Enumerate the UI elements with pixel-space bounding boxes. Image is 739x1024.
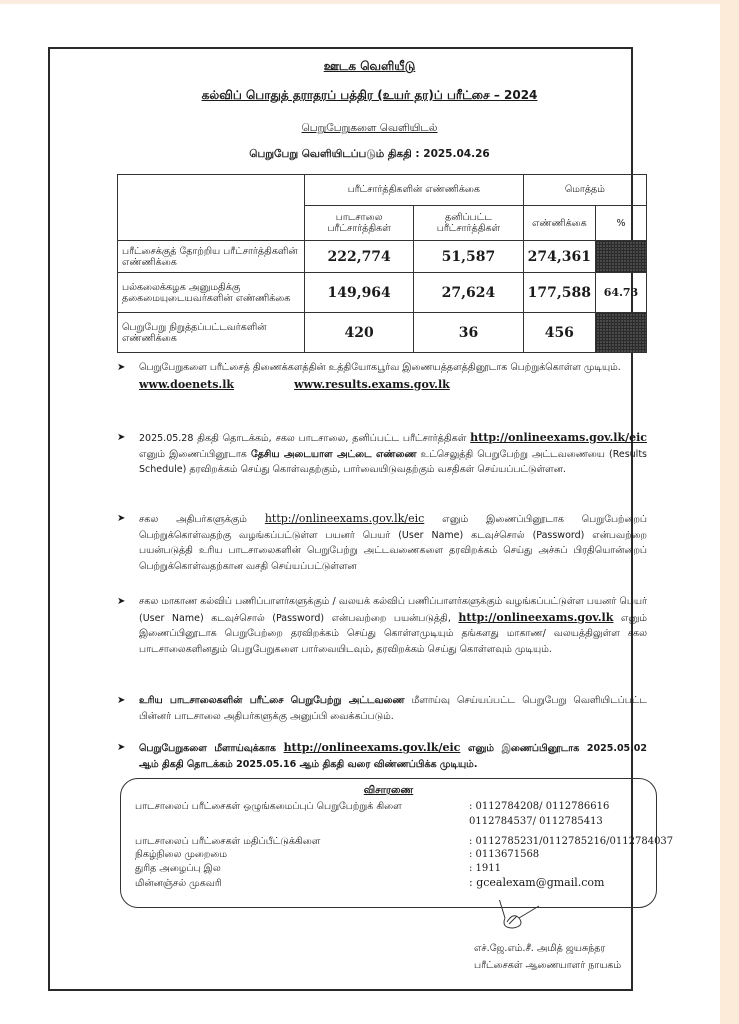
total-value: 274,361 — [523, 241, 595, 273]
page-top-edge — [0, 0, 739, 4]
private-value: 36 — [414, 313, 523, 353]
private-value: 27,624 — [414, 273, 523, 313]
arrow-bullet-icon: ➤ — [117, 695, 126, 706]
bullet-bold-text: தேசிய அடையாள அட்டை எண்ணை — [250, 448, 417, 460]
row-label: பல்கலைக்கழக அனுமதிக்கு தகைமையுடையவர்களின் எண்ணிக்கை — [118, 273, 305, 313]
enquiry-phone: : 0113671568 — [469, 849, 540, 860]
header-candidates: பரீட்சார்த்திகளின் எண்ணிக்கை — [305, 175, 524, 206]
row-label: பெறுபேறு நிறுத்தப்பட்டவர்களின் எண்ணிக்கை — [118, 313, 305, 353]
enquiry-phone: : 0112784208/ 0112786616 — [469, 801, 610, 812]
bullet-text: மீளாய்வு செய்யப்பட்ட பெறுபேறு வெளியிடப்பட்ட பின்னர் பாடசாலை அதிபர்களுக்கு அனுப்பி வைக்கப்படும். — [139, 695, 647, 722]
bullet-directors-access — [117, 594, 647, 657]
bullet-principals-access — [117, 511, 647, 574]
bullet-text: பெறுபேறுகளை பரீட்சைத் திணைக்களத்தின் உத்தியோகபூர்வ இணையத்தளத்தினூடாக பெற்றுக்கொள்ள முடியும். — [139, 362, 621, 373]
enquiry-hotline: : 1911 — [469, 863, 501, 874]
signatory-name: எச்.ஜே.எம்.சீ. அமித் ஜயசுந்தர — [474, 943, 606, 954]
private-value: 51,587 — [414, 241, 523, 273]
arrow-bullet-icon: ➤ — [117, 513, 126, 524]
signature-block — [474, 940, 621, 974]
bullet-text: 2025.05.28 திகதி தொடக்கம், சகல பாடசாலை, தனிப்பட்ட பரீட்சார்த்திகள் — [139, 433, 467, 444]
arrow-bullet-icon: ➤ — [117, 742, 126, 753]
row-label: பரீட்சைக்குத் தோற்றிய பரீட்சார்த்திகளின் எண்ணிக்கை — [118, 241, 305, 273]
bullet-bold-text: உரிய பாடசாலைகளின் பரீட்சை பெறுபேற்று அட்டவணை — [139, 695, 405, 706]
percent-redacted — [596, 313, 647, 353]
link-onlineexams-eic[interactable]: http://onlineexams.gov.lk/eic — [470, 431, 647, 444]
bullet-re-scrutiny — [117, 740, 647, 772]
total-value: 177,588 — [523, 273, 595, 313]
table-row — [118, 313, 647, 353]
link-onlineexams-eic[interactable]: http://onlineexams.gov.lk/eic — [264, 512, 425, 525]
enquiry-label: பாடசாலைப் பரீட்சைகள் மதிப்பீட்டுக்கிளை — [135, 836, 321, 847]
enquiry-label: நிகழ்நிலை முறைமை — [135, 849, 227, 860]
bullet-text: பெறுபேறுகளை மீளாய்வுக்காக — [139, 743, 284, 754]
document-subtitle: பெறுபேறுகளை வெளியிடல் — [301, 122, 438, 134]
link-results-exams[interactable]: www.results.exams.gov.lk — [294, 377, 450, 391]
enquiry-email[interactable]: : gcealexam@gmail.com — [469, 876, 605, 889]
link-onlineexams-eic[interactable]: http://onlineexams.gov.lk/eic — [283, 741, 461, 754]
release-date: பெறுபேறு வெளியிடப்படும் திகதி : 2025.04.26 — [249, 148, 490, 160]
bullet-results-schedule — [117, 430, 647, 478]
bullet-text: எனும் இணைப்பினூடாக 2025.05.02 ஆம் திகதி தொடக்கம் 2025.05.16 ஆம் திகதி வரை விண்ணப்பிக்க முடியும். — [139, 743, 647, 770]
bullet-text: சகல மாகாண கல்விப் பணிப்பாளர்களுக்கும் / வலயக் கல்விப் பணிப்பாளர்களுக்கும் வழங்கப்பட்டுள்ள பயனர் பெயர் (User Name) கடவுச்சொல் (Password) என்பவற்றை பயன்படுத்தி, — [139, 596, 647, 624]
enquiries-title: விசாரணை — [363, 785, 414, 796]
arrow-bullet-icon: ➤ — [117, 596, 126, 607]
bullet-text: சகல அதிபர்களுக்கும் — [139, 514, 265, 525]
enquiry-phone: : 0112785231/0112785216/0112784037 — [469, 836, 674, 847]
bullet-official-websites — [117, 360, 647, 392]
bullet-text: எனும் இணைப்பினூடாக பெறுபேற்றைப் பெற்றுக்கொள்வதற்கு வழங்கப்பட்டுள்ள பயனர் பெயர் (User Name) கடவுச்சொல் (Password) என்பவற்றை பயன்படுத்தி உரிய பாடசாலைகளின் பெறுபேற்று அட்டவணைகளை தரவிறக்கம் செய்து அச்சுப் பிரதியொன்றைப் பெற்றுக்கொள்வதற்கான வசதி செய்யப்பட்டுள்ளன — [139, 514, 648, 572]
header-count: எண்ணிக்கை — [523, 206, 595, 241]
header-school-candidates: பாடசாலை பரீட்சார்த்திகள் — [305, 206, 414, 241]
signature-scribble-icon — [495, 900, 540, 932]
table-corner-cell — [118, 175, 305, 241]
link-onlineexams[interactable]: http://onlineexams.gov.lk — [458, 610, 614, 624]
bullet-text: எனும் இணைப்பினூடாக — [139, 448, 251, 460]
enquiry-label: மின்னஞ்சல் முகவரி — [135, 878, 222, 889]
header-total: மொத்தம் — [523, 175, 646, 206]
header-percent: % — [596, 206, 647, 241]
percent-redacted — [596, 241, 647, 273]
enquiry-label: பாடசாலைப் பரீட்சைகள் ஒழுங்கமைப்புப் பெறுபேற்றுக் கிளை — [135, 801, 402, 812]
signatory-designation: பரீட்சைகள் ஆணையாளர் நாயகம் — [474, 960, 622, 971]
table-row — [118, 241, 647, 273]
enquiry-label: துரித அழைப்பு இல — [135, 863, 221, 874]
exam-title: கல்விப் பொதுத் தராதரப் பத்திர (உயர் தர)ப் பரீட்சை – 2024 — [201, 88, 538, 102]
school-value: 222,774 — [305, 241, 414, 273]
total-value: 456 — [523, 313, 595, 353]
arrow-bullet-icon: ➤ — [117, 432, 126, 443]
school-value: 149,964 — [305, 273, 414, 313]
school-value: 420 — [305, 313, 414, 353]
enquiry-phone: 0112784537/ 0112785413 — [469, 816, 603, 827]
enquiries-box — [120, 778, 674, 908]
arrow-bullet-icon: ➤ — [117, 362, 126, 373]
table-group-header-row — [118, 175, 647, 206]
link-doenets[interactable]: www.doenets.lk — [139, 377, 235, 391]
bullet-revised-schedule — [117, 693, 647, 724]
header-private-candidates: தனிப்பட்ட பரீட்சார்த்திகள் — [414, 206, 523, 241]
bullet-text: எனும் இணைப்பினூடாக பெறுபேற்றை தரவிறக்கம் செய்து கொள்ளமுடியும் தங்களது மாகாண/ வலயத்திலுள்ள சகல பாடசாலைகளினதும் பெறுபேறுகளை பார்வையிடவும், தரவிறக்கம் செய்து கொள்ளவும் முடியும். — [139, 612, 647, 655]
document-title: ஊடக வெளியீடு — [323, 59, 416, 73]
bullet-text: உட்செலுத்தி பெறுபேற்று அட்டவணையை (Results Schedule) தரவிறக்கம் செய்து கொள்வதற்கும், பார்வையிடுவதற்கும் வசதிகள் செய்யப்பட்டுள்ளன. — [139, 448, 647, 475]
percent-value: 64.73 — [596, 273, 647, 313]
results-statistics-table — [117, 174, 647, 353]
table-row — [118, 273, 647, 313]
